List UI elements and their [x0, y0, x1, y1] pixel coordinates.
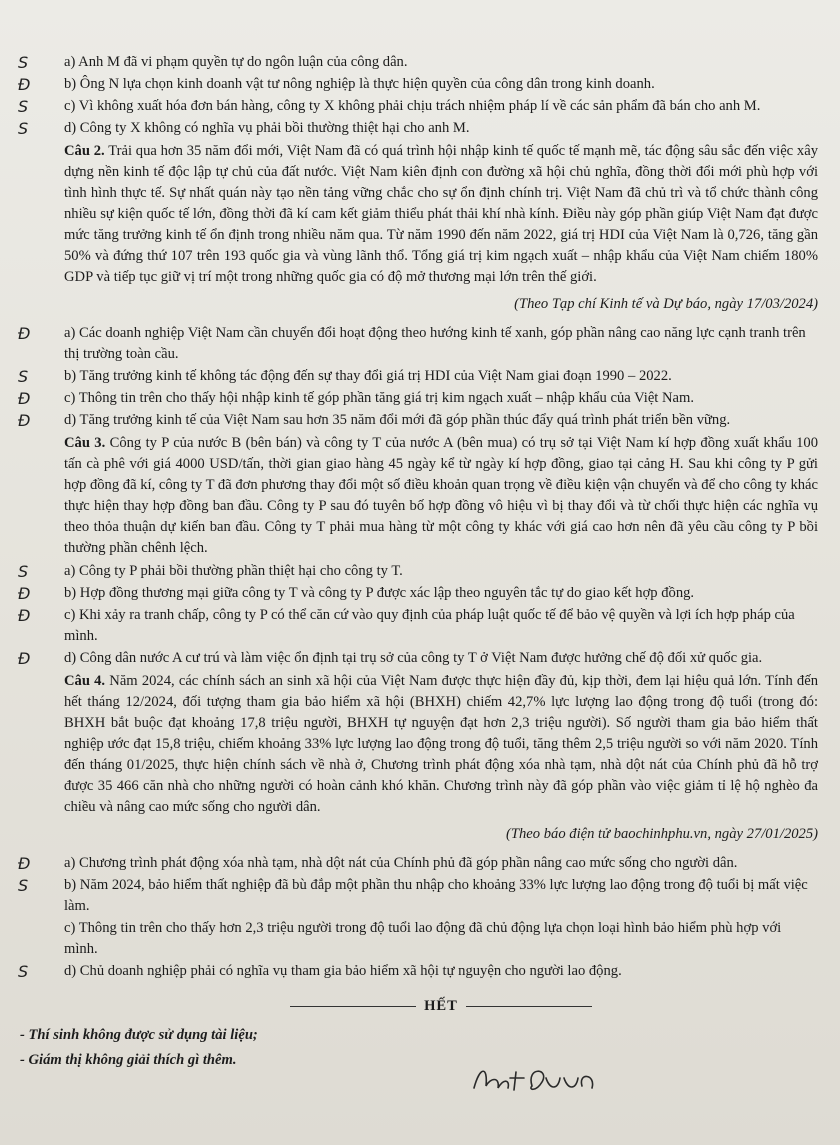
answer-mark: S	[18, 367, 29, 386]
answer-mark: Đ	[18, 854, 31, 873]
end-rule-right	[466, 1006, 592, 1007]
q3-stem	[64, 433, 818, 559]
end-label: HẾT	[424, 998, 458, 1014]
q3-option-c	[18, 605, 818, 647]
q2-option-c	[18, 388, 818, 409]
q4-option-c	[64, 918, 818, 960]
answer-mark: Đ	[18, 389, 31, 408]
answer-mark: Đ	[18, 606, 31, 625]
q2-label: Câu 2.	[64, 143, 105, 159]
option-text: b) Tăng trưởng kinh tế không tác động đến sự thay đổi giá trị HDI của Việt Nam giai đoạn 1990 – 2022.	[64, 368, 672, 384]
option-text: d) Công ty X không có nghĩa vụ phải bồi thường thiệt hại cho anh M.	[64, 120, 470, 136]
option-text: c) Thông tin trên cho thấy hội nhập kinh tế góp phần tăng giá trị kim ngạch xuất – nhập khẩu của Việt Nam.	[64, 390, 695, 406]
q2-option-a	[18, 323, 818, 365]
q3-option-a	[18, 561, 818, 582]
q1-option-b	[18, 74, 818, 95]
option-text: b) Hợp đồng thương mại giữa công ty T và công ty P được xác lập theo nguyên tắc tự do giao kết hợp đồng.	[64, 585, 695, 601]
q1-option-c	[18, 96, 818, 117]
answer-mark: S	[18, 53, 29, 72]
q4-source: (Theo báo điện tử baochinhphu.vn, ngày 27/01/2025)	[506, 826, 818, 842]
answer-mark: S	[18, 119, 29, 138]
option-text: d) Chủ doanh nghiệp phải có nghĩa vụ tham gia bảo hiểm xã hội tự nguyện cho người lao động.	[64, 963, 622, 979]
q1-option-d	[18, 118, 818, 139]
option-text: a) Chương trình phát động xóa nhà tạm, nhà dột nát của Chính phủ đã góp phần nâng cao mức sống cho người dân.	[64, 855, 738, 871]
question-1-options	[18, 52, 818, 139]
option-text: c) Vì không xuất hóa đơn bán hàng, công ty X không phải chịu trách nhiệm pháp lí về các sản phẩm đã bán cho anh M.	[64, 98, 761, 114]
answer-mark: S	[18, 562, 29, 581]
option-text: b) Năm 2024, bảo hiểm thất nghiệp đã bù đắp một phần thu nhập cho khoảng 33% lực lượng lao động trong độ tuổi bị mất việc làm.	[64, 877, 808, 914]
option-text: b) Ông N lựa chọn kinh doanh vật tư nông nghiệp là thực hiện quyền của công dân trong kinh doanh.	[64, 76, 655, 92]
q2-option-b	[18, 366, 818, 387]
q2-option-d	[18, 410, 818, 431]
option-text: a) Anh M đã vi phạm quyền tự do ngôn luận của công dân.	[64, 54, 408, 70]
answer-mark: Đ	[18, 75, 31, 94]
q4-option-a	[18, 853, 818, 874]
q2-stem	[64, 141, 818, 288]
q3-option-b	[18, 583, 818, 604]
q4-stem	[64, 671, 818, 818]
answer-mark: Đ	[18, 649, 31, 668]
option-text: d) Công dân nước A cư trú và làm việc ổn định tại trụ sở của công ty T ở Việt Nam được hưởng chế độ đối xử quốc gia.	[64, 650, 763, 666]
q4-option-b	[18, 875, 818, 917]
q2-source: (Theo Tạp chí Kinh tế và Dự báo, ngày 17/03/2024)	[514, 296, 818, 312]
note-no-explanation: - Giám thị không giải thích gì thêm.	[20, 1052, 237, 1068]
question-4	[18, 671, 819, 982]
q4-option-d	[18, 961, 818, 982]
end-rule-left	[290, 1006, 416, 1007]
answer-mark: Đ	[18, 411, 31, 430]
answer-mark: S	[18, 876, 29, 895]
end-marker	[64, 996, 818, 1017]
question-3	[18, 433, 819, 669]
handwritten-signature	[470, 1060, 600, 1096]
q2-text: Trải qua hơn 35 năm đổi mới, Việt Nam đã có quá trình hội nhập kinh tế quốc tế mạnh mẽ, tác động sâu sắc đến việc xây dựng nền kinh tế độc lập tự chủ của đất nước. Việt Nam kiên định con đường xã hội chủ nghĩa, đồng thời đổi mới phù hợp với tình hình thực tế. Sự nhất quán này tạo nền tảng vững chắc cho sự ổn định chính trị. Việt Nam đã chủ trì và tổ chức thành công nhiều sự kiện quốc tế lớn, đồng thời đã kí cam kết giảm thiểu phát thải khí nhà kính. Điều này góp phần giúp Việt Nam đạt được mức tăng trưởng kinh tế ổn định trong nhiều năm qua. Từ năm 1990 đến năm 2022, giá trị HDI của Việt Nam là 0,726, tăng gần 50% và đứng thứ 107 trên 193 quốc gia và vùng lãnh thổ. Tổng giá trị kim ngạch xuất – nhập khẩu của Việt Nam chiếm 180% GDP và tiếp tục giữ vị trí một trong những quốc gia có độ mở thương mại lớn trên thế giới.	[64, 143, 819, 285]
q4-text: Năm 2024, các chính sách an sinh xã hội của Việt Nam được thực hiện đầy đủ, kịp thời, đem lại hiệu quả lớn. Tính đến hết tháng 12/2024, đối tượng tham gia bảo hiểm xã hội (BHXH) chiếm 42,7% lực lượng lao động trong độ tuổi (trong đó: BHXH bắt buộc đạt khoảng 17,8 triệu người, BHXH tự nguyện đạt hơn 2,3 triệu người). Số người tham gia bảo hiểm thất nghiệp ước đạt 15,8 triệu, chiếm khoảng 33% lực lượng lao động trong độ tuổi, tăng thêm 2,5 triệu người so với năm 2020. Tính đến tháng 01/2025, thực hiện chính sách về nhà ở, Chương trình phát động xóa nhà tạm, nhà dột nát của Chính phủ đã hỗ trợ được 35 466 căn nhà cho những người có hoàn cảnh khó khăn. Chương trình này đã góp phần vào việc giảm tỉ lệ hộ nghèo đa chiều và nâng cao mức sống cho người dân.	[64, 673, 819, 815]
q3-text: Công ty P của nước B (bên bán) và công ty T của nước A (bên mua) có trụ sở tại Việt Nam kí hợp đồng xuất khẩu 100 tấn cà phê với giá 4000 USD/tấn, thời gian giao hàng 45 ngày kể từ ngày kí hợp đồng, giao tại cảng H. Sau khi công ty P gửi hợp đồng đã kí, công ty T đã đơn phương thay đổi một số điều khoản quan trọng về điều kiện vận chuyển và để cho công ty khác thực hiện thay hợp đồng ban đầu. Công ty P sau đó tuyên bố hợp đồng vô hiệu vì bị thay đổi và từ chối thực hiện các nghĩa vụ theo thỏa thuận dự kiến ban đầu. Công ty T phải mua hàng từ một công ty khác với giá cao hơn nên đã yêu cầu công ty P bồi thường phần chênh lệch.	[64, 435, 819, 556]
answer-mark: S	[18, 962, 29, 981]
option-text: d) Tăng trưởng kinh tế của Việt Nam sau hơn 35 năm đổi mới đã góp phần thúc đẩy quá trình phát triển bền vững.	[64, 412, 731, 428]
option-text: a) Công ty P phải bồi thường phần thiệt hại cho công ty T.	[64, 563, 403, 579]
question-2	[18, 141, 819, 431]
q4-label: Câu 4.	[64, 673, 106, 689]
option-text: a) Các doanh nghiệp Việt Nam cần chuyển đổi hoạt động theo hướng kinh tế xanh, góp phần nâng cao năng lực cạnh tranh trên thị trường toàn cầu.	[64, 325, 806, 362]
answer-mark: S	[18, 97, 29, 116]
option-text: c) Thông tin trên cho thấy hơn 2,3 triệu người trong độ tuổi lao động đã chủ động lựa chọn loại hình bảo hiểm phù hợp với mình.	[64, 920, 782, 957]
note-no-materials: - Thí sinh không được sử dụng tài liệu;	[20, 1027, 258, 1043]
answer-mark: Đ	[18, 324, 31, 343]
q3-option-d	[18, 648, 818, 669]
q3-label: Câu 3.	[64, 435, 106, 451]
answer-mark: Đ	[18, 584, 31, 603]
option-text: c) Khi xảy ra tranh chấp, công ty P có thể căn cứ vào quy định của pháp luật quốc tế để bảo vệ quyền và lợi ích hợp pháp của mình.	[64, 607, 795, 644]
q1-option-a	[18, 52, 818, 73]
